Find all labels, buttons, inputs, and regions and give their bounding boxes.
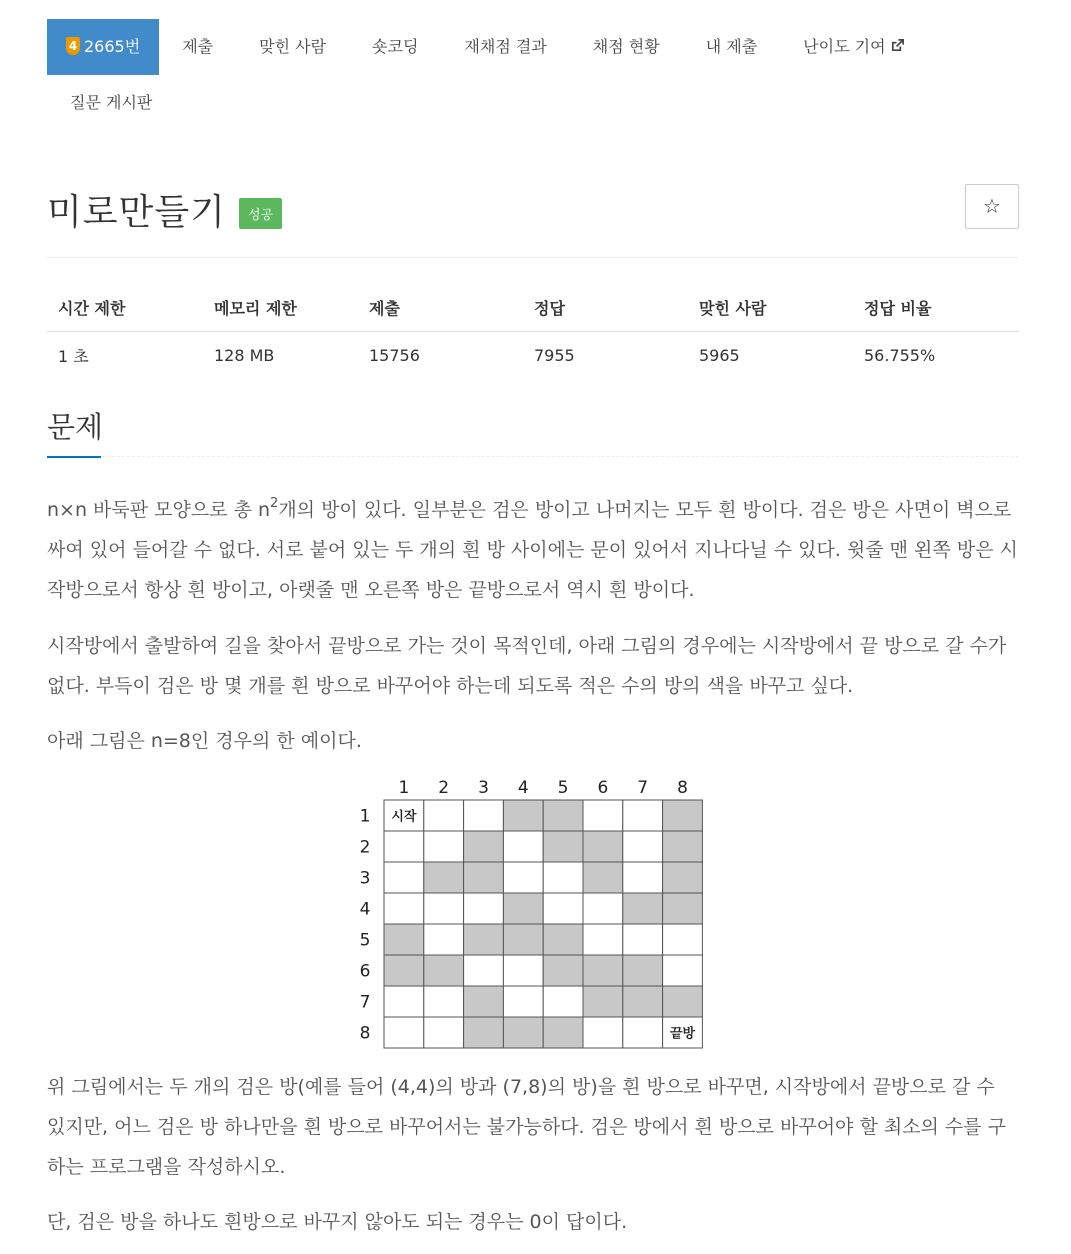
maze-dark-cell xyxy=(464,1017,504,1048)
maze-white-cell xyxy=(543,862,583,893)
header-submissions: 제출 xyxy=(358,284,523,331)
maze-dark-cell xyxy=(583,831,623,862)
maze-col-label: 2 xyxy=(438,778,450,798)
maze-dark-cell xyxy=(583,862,623,893)
maze-dark-cell xyxy=(384,924,424,955)
star-icon: ☆ xyxy=(983,194,1001,218)
problem-paragraph-4: 위 그림에서는 두 개의 검은 방(예를 들어 (4,4)의 방과 (7,8)의 방)을 흰 방으로 바꾸면, 시작방에서 끝방으로 갈 수 있지만, 어느 검은 방 하나만을 흰 방으로 바꾸어서는 불가능하다. 검은 방에서 흰 방으로 바꾸어야 할 최소의 수를 구하는 프로그램을 작성하시오. xyxy=(47,1076,1007,1178)
section-divider xyxy=(47,456,1019,457)
nav-rejudge-results[interactable]: 재채점 결과 xyxy=(464,37,547,56)
title-row xyxy=(47,184,1019,233)
maze-dark-cell xyxy=(663,986,703,1017)
header-solved-users: 맞힌 사람 xyxy=(688,284,853,331)
problem-paragraph-5: 단, 검은 방을 하나도 흰방으로 바꾸지 않아도 되는 경우는 0이 답이다. xyxy=(47,1211,628,1233)
maze-col-label: 1 xyxy=(398,778,410,798)
maze-white-cell xyxy=(623,862,663,893)
maze-start-label: 시작 xyxy=(391,809,417,825)
maze-dark-cell xyxy=(623,893,663,924)
nav-solved-users[interactable]: 맞힌 사람 xyxy=(259,37,327,56)
maze-white-cell xyxy=(384,862,424,893)
solved-users-value: 5965 xyxy=(699,345,740,365)
maze-dark-cell xyxy=(583,986,623,1017)
maze-dark-cell xyxy=(543,955,583,986)
section-underline xyxy=(47,456,101,458)
page-title: 미로만들기 xyxy=(47,192,226,233)
maze-figure xyxy=(344,772,714,1052)
maze-white-cell xyxy=(464,955,504,986)
maze-white-cell xyxy=(503,986,543,1017)
problem-paragraph-1 xyxy=(47,490,1019,610)
nav-difficulty-label: 난이도 기여 xyxy=(803,37,886,56)
p1-superscript: 2 xyxy=(270,495,279,511)
maze-col-label: 7 xyxy=(637,778,649,798)
maze-row-label: 8 xyxy=(359,1023,371,1044)
maze-dark-cell xyxy=(503,800,543,831)
maze-dark-cell xyxy=(503,893,543,924)
maze-dark-cell xyxy=(424,955,464,986)
maze-dark-cell xyxy=(543,800,583,831)
accept-ratio-value: 56.755% xyxy=(864,345,936,365)
maze-dark-cell xyxy=(623,955,663,986)
maze-white-cell xyxy=(464,800,504,831)
maze-white-cell xyxy=(503,955,543,986)
divider xyxy=(47,257,1019,258)
maze-row-label: 1 xyxy=(359,806,371,827)
time-limit-value: 1 초 xyxy=(58,346,89,366)
nav-my-submissions[interactable]: 내 제출 xyxy=(705,37,758,56)
table-header-row xyxy=(47,284,1019,331)
external-link-icon xyxy=(890,19,905,75)
tier-badge-icon: 4 xyxy=(66,37,80,55)
maze-white-cell xyxy=(424,1017,464,1048)
maze-dark-cell xyxy=(543,1017,583,1048)
maze-row-label: 7 xyxy=(359,992,371,1013)
p1-text-b: 개의 방이 있다. 일부분은 검은 방이고 나머지는 모두 흰 방이다. 검은 방은 사면이 벽으로 싸여 있어 들어갈 수 없다. 서로 붙어 있는 두 개의 흰 방 사이에는 문이 있어서 지나다닐 수 있다. 윗줄 맨 왼쪽 방은 시작방으로서 항상 흰 방이고, 아랫줄 맨 오른쪽 방은 끝방으로서 역시 흰 방이다. xyxy=(47,499,1018,601)
maze-white-cell xyxy=(543,893,583,924)
maze-dark-cell xyxy=(503,1017,543,1048)
problem-number: 2665번 xyxy=(84,37,141,56)
maze-white-cell xyxy=(424,924,464,955)
nav-short-coding[interactable]: 숏코딩 xyxy=(372,37,419,56)
maze-row-label: 5 xyxy=(359,930,371,951)
maze-row-label: 3 xyxy=(359,868,371,889)
maze-white-cell xyxy=(543,986,583,1017)
header-accept-ratio: 정답 비율 xyxy=(853,284,1019,331)
maze-white-cell xyxy=(583,1017,623,1048)
maze-white-cell xyxy=(384,893,424,924)
maze-dark-cell xyxy=(663,862,703,893)
nav-status[interactable]: 채점 현황 xyxy=(592,37,660,56)
maze-dark-cell xyxy=(663,893,703,924)
maze-white-cell xyxy=(424,893,464,924)
maze-white-cell xyxy=(623,924,663,955)
maze-dark-cell xyxy=(503,924,543,955)
nav-difficulty-contribution[interactable] xyxy=(780,19,927,75)
maze-dark-cell xyxy=(543,831,583,862)
maze-dark-cell xyxy=(464,862,504,893)
maze-end-label: 끝방 xyxy=(669,1026,696,1042)
maze-row-label: 4 xyxy=(359,899,371,920)
maze-dark-cell xyxy=(623,986,663,1017)
maze-white-cell xyxy=(623,800,663,831)
header-accepted: 정답 xyxy=(523,284,688,331)
status-badge: 성공 xyxy=(239,198,282,229)
maze-white-cell xyxy=(384,831,424,862)
maze-dark-cell xyxy=(384,955,424,986)
nav-submit[interactable]: 제출 xyxy=(182,37,214,56)
maze-white-cell xyxy=(583,924,623,955)
maze-col-label: 6 xyxy=(597,778,609,798)
maze-row-label: 2 xyxy=(359,837,371,858)
header-time-limit: 시간 제한 xyxy=(47,284,203,331)
problem-paragraph-2: 시작방에서 출발하여 길을 찾아서 끝방으로 가는 것이 목적인데, 아래 그림의 경우에는 시작방에서 끝 방으로 갈 수가 없다. 부득이 검은 방 몇 개를 흰 방으로 바꾸어야 하는데 되도록 적은 수의 방의 색을 바꾸고 싶다. xyxy=(47,635,1007,697)
maze-white-cell xyxy=(623,831,663,862)
maze-row-label: 6 xyxy=(359,961,371,982)
maze-dark-cell xyxy=(464,831,504,862)
submissions-value: 15756 xyxy=(369,345,420,365)
maze-white-cell xyxy=(384,1017,424,1048)
maze-dark-cell xyxy=(583,955,623,986)
maze-white-cell xyxy=(583,893,623,924)
maze-white-cell xyxy=(464,893,504,924)
maze-white-cell xyxy=(424,986,464,1017)
maze-white-cell xyxy=(583,800,623,831)
maze-dark-cell xyxy=(663,800,703,831)
maze-white-cell xyxy=(623,1017,663,1048)
maze-dark-cell xyxy=(464,924,504,955)
memory-limit-value: 128 MB xyxy=(214,345,275,365)
p1-text-a: n×n 바둑판 모양으로 총 n xyxy=(47,499,271,521)
maze-white-cell xyxy=(503,862,543,893)
maze-dark-cell xyxy=(543,924,583,955)
problem-paragraph-3: 아래 그림은 n=8인 경우의 한 예이다. xyxy=(47,730,362,752)
problem-info-table xyxy=(47,284,1019,379)
maze-col-label: 5 xyxy=(557,778,569,798)
maze-white-cell xyxy=(424,831,464,862)
maze-col-label: 3 xyxy=(478,778,489,798)
star-button[interactable] xyxy=(965,184,1019,229)
header-memory-limit: 메모리 제한 xyxy=(203,284,358,331)
nav-problem-tab[interactable] xyxy=(47,19,159,75)
nav-qna-board[interactable]: 질문 게시판 xyxy=(70,93,153,112)
maze-dark-cell xyxy=(464,986,504,1017)
maze-white-cell xyxy=(424,800,464,831)
maze-white-cell xyxy=(384,986,424,1017)
accepted-value: 7955 xyxy=(534,345,575,365)
maze-col-label: 8 xyxy=(677,778,688,798)
maze-white-cell xyxy=(503,831,543,862)
maze-dark-cell xyxy=(663,831,703,862)
maze-col-label: 4 xyxy=(517,778,529,798)
table-row xyxy=(47,331,1019,379)
section-title: 문제 xyxy=(47,410,104,444)
problem-nav xyxy=(47,19,1022,131)
maze-dark-cell xyxy=(424,862,464,893)
maze-white-cell xyxy=(663,955,703,986)
maze-white-cell xyxy=(663,924,703,955)
nav-row xyxy=(47,19,1022,75)
